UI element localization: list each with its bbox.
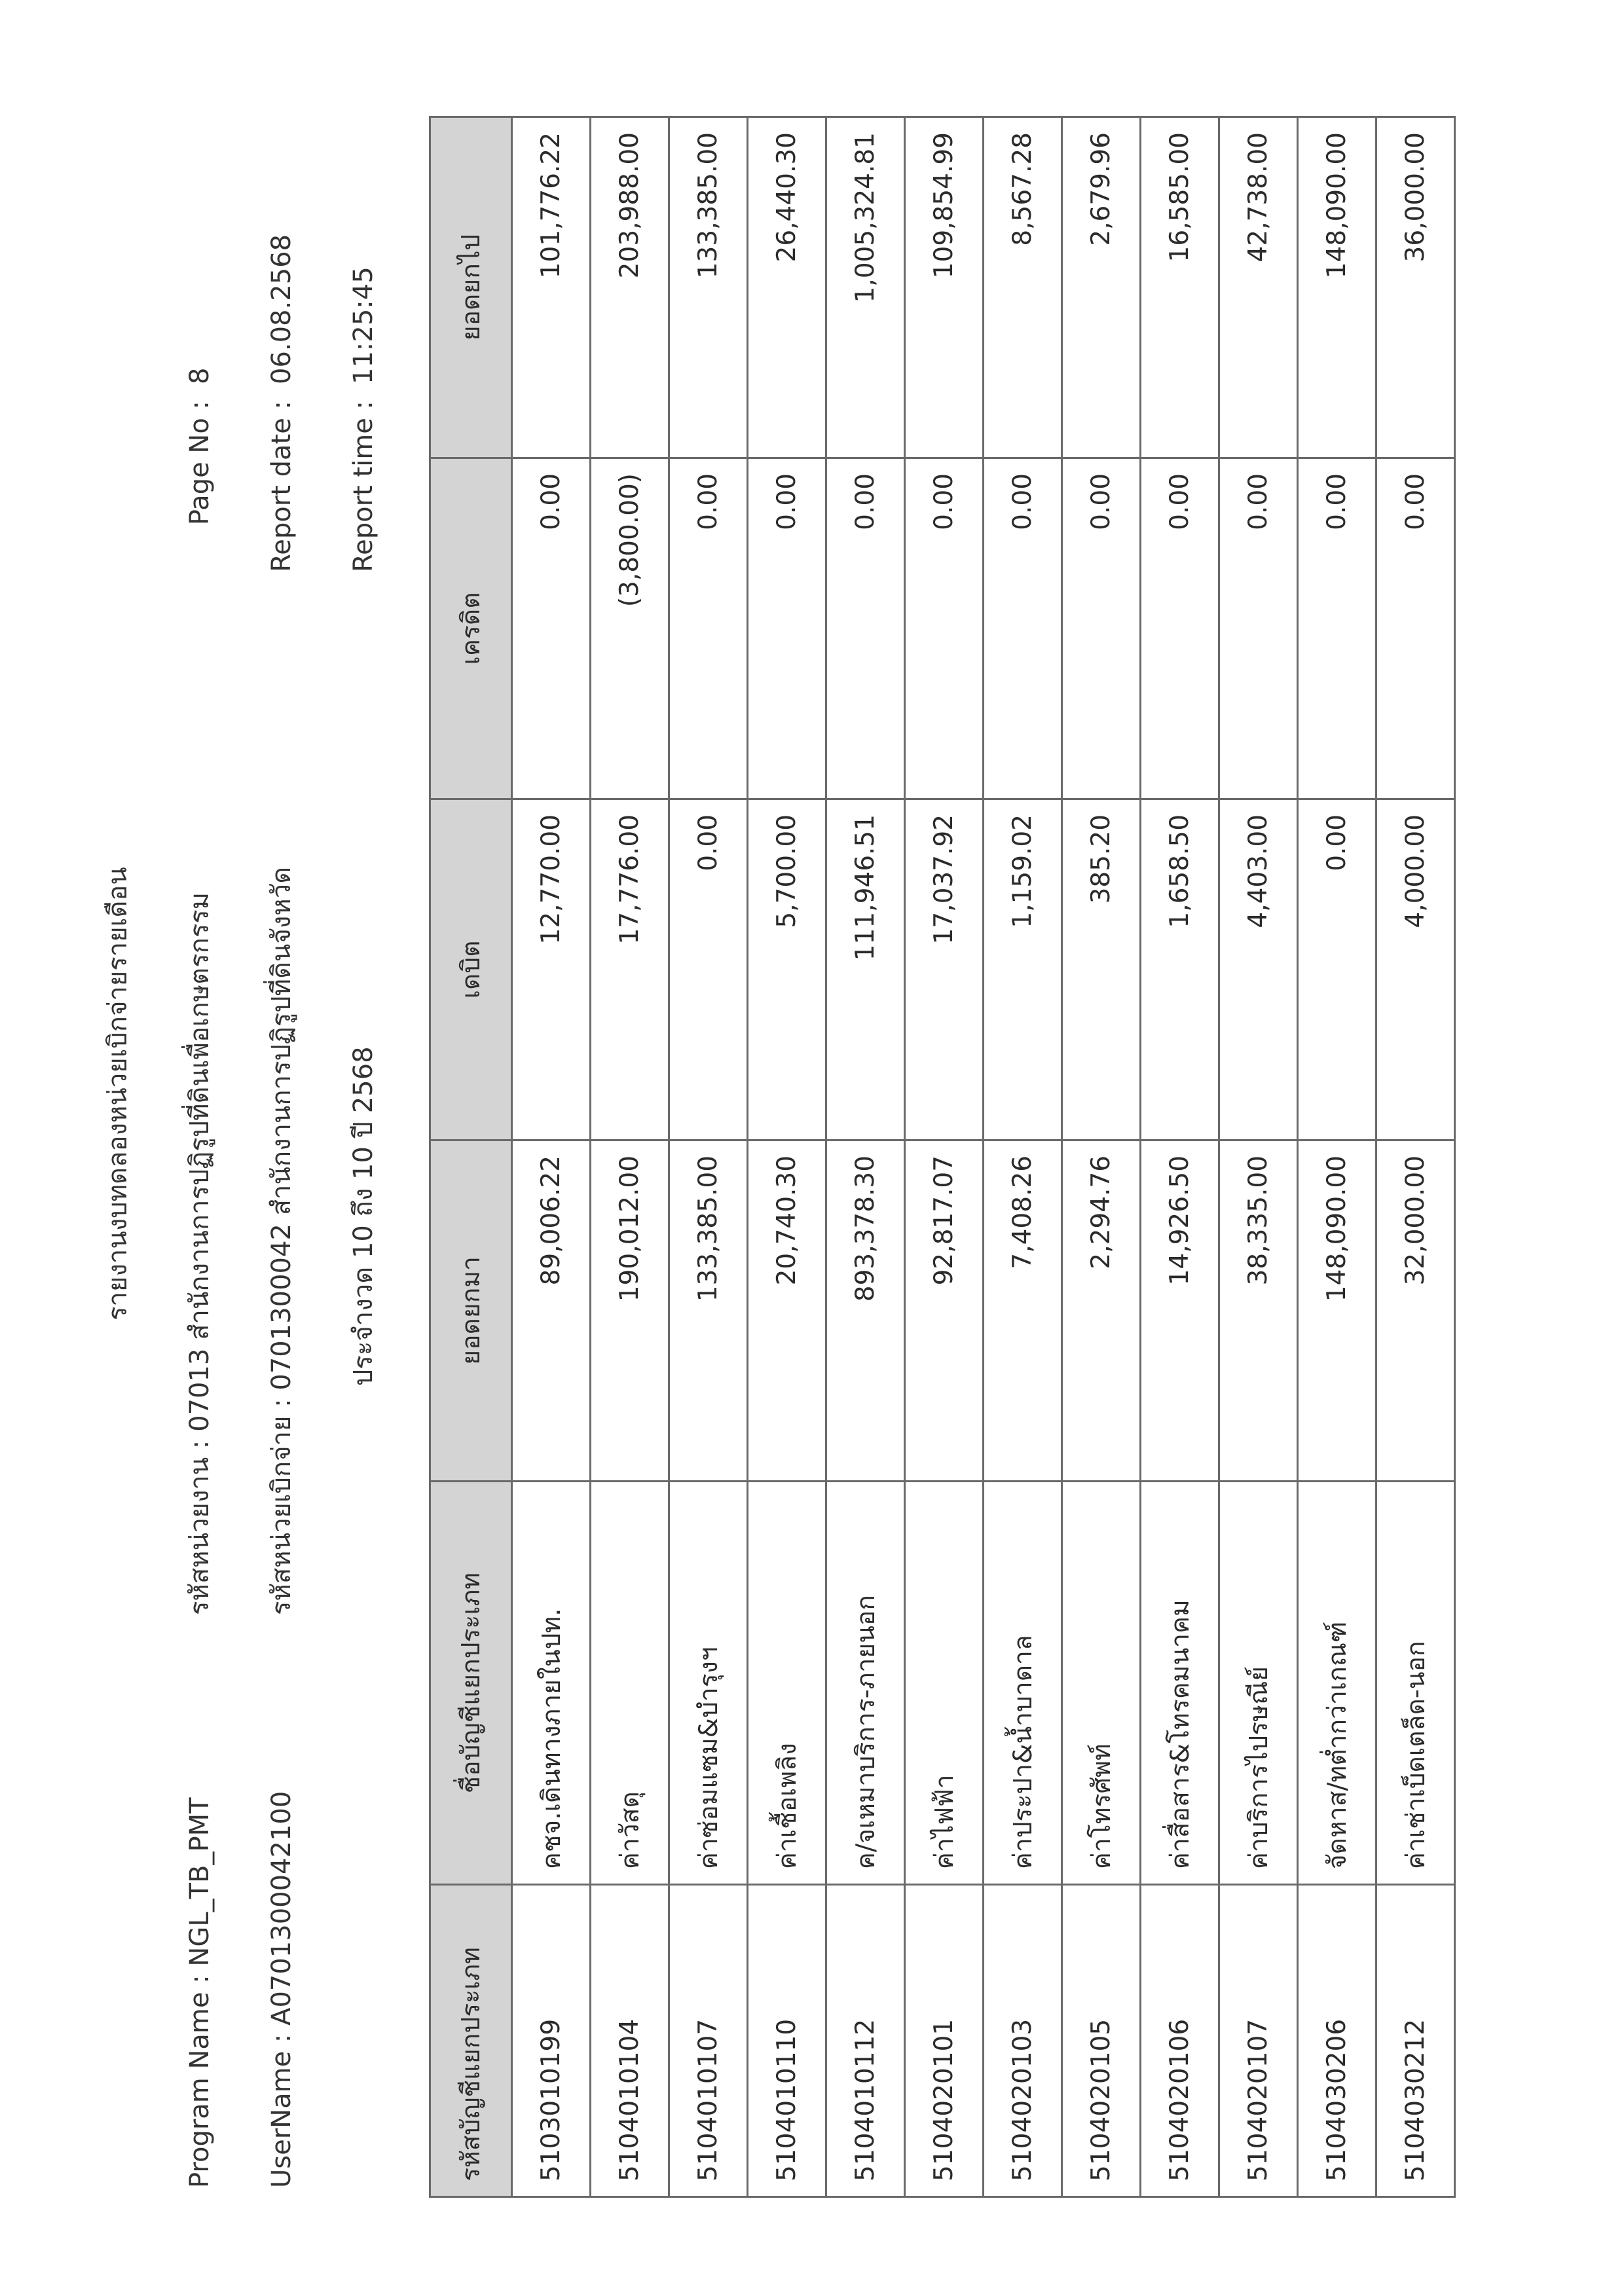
- account-name-cell: ค่าโทรศัพท์: [1062, 1481, 1141, 1884]
- carried-forward-cell: 16,585.00: [1141, 117, 1219, 458]
- debit-cell: 5,700.00: [748, 799, 826, 1140]
- account-name-cell: ค/จเหมาบริการ-ภายนอก: [826, 1481, 905, 1884]
- carried-forward-cell: 26,440.30: [748, 117, 826, 458]
- debit-cell: 385.20: [1062, 799, 1141, 1140]
- brought-forward-cell: 190,012.00: [591, 1140, 669, 1481]
- trial-balance-table: [429, 116, 1456, 2198]
- account-code-cell: 5104010107: [669, 1885, 748, 2197]
- table-row: [748, 117, 826, 2197]
- debit-cell: 4,403.00: [1219, 799, 1298, 1140]
- account-name-cell: ค่าไฟฟ้า: [905, 1481, 984, 1884]
- table-row: [1376, 117, 1455, 2197]
- debit-cell: 111,946.51: [826, 799, 905, 1140]
- credit-cell: 0.00: [669, 458, 748, 799]
- carried-forward-cell: 2,679.96: [1062, 117, 1141, 458]
- column-header-carried-forward: ยอดยกไป: [430, 117, 512, 458]
- account-code-cell: 5104010110: [748, 1885, 826, 2197]
- column-header-credit: เครดิต: [430, 458, 512, 799]
- credit-cell: 0.00: [984, 458, 1062, 799]
- account-name-cell: ค่าสื่อสาร&โทรคมนาคม: [1141, 1481, 1219, 1884]
- account-code-cell: 5104020103: [984, 1885, 1062, 2197]
- carried-forward-cell: 101,776.22: [512, 117, 591, 458]
- table-row: [984, 117, 1062, 2197]
- user-name: UserName : A0701300042100: [267, 1791, 297, 2188]
- page-no-label: Page No :: [185, 401, 215, 526]
- account-code-cell: 5104030206: [1298, 1885, 1376, 2197]
- brought-forward-cell: 14,926.50: [1141, 1140, 1219, 1481]
- column-header-account-name: ชื่อบัญชีแยกประเภท: [430, 1481, 512, 1884]
- credit-cell: 0.00: [1376, 458, 1455, 799]
- table-header-row: [430, 117, 512, 2197]
- brought-forward-cell: 32,000.00: [1376, 1140, 1455, 1481]
- debit-cell: 0.00: [1298, 799, 1376, 1140]
- account-code-cell: 5104030212: [1376, 1885, 1455, 2197]
- account-code-cell: 5104020101: [905, 1885, 984, 2197]
- account-name-cell: ค่าเชื้อเพลิง: [748, 1481, 826, 1884]
- debit-cell: 17,037.92: [905, 799, 984, 1140]
- table-row: [1298, 117, 1376, 2197]
- credit-cell: 0.00: [512, 458, 591, 799]
- table-row: [1219, 117, 1298, 2197]
- table-row: [905, 117, 984, 2197]
- credit-cell: 0.00: [1141, 458, 1219, 799]
- debit-cell: 1,159.02: [984, 799, 1062, 1140]
- credit-cell: (3,800.00): [591, 458, 669, 799]
- account-name-cell: ค่าซ่อมแซม&บำรุงฯ: [669, 1481, 748, 1884]
- account-name-cell: ค่าวัสดุ: [591, 1481, 669, 1884]
- carried-forward-cell: 36,000.00: [1376, 117, 1455, 458]
- account-code-cell: 5104020107: [1219, 1885, 1298, 2197]
- column-header-account-code: รหัสบัญชีแยกประเภท: [430, 1885, 512, 2197]
- account-name-cell: ค่าเช่าเบ็ดเตล็ด-นอก: [1376, 1481, 1455, 1884]
- report-time-label: Report time :: [348, 401, 378, 572]
- table-body: [512, 117, 1455, 2197]
- table-row: [591, 117, 669, 2197]
- brought-forward-cell: 2,294.76: [1062, 1140, 1141, 1481]
- account-name-cell: ค่าประปา&น้ำบาดาล: [984, 1481, 1062, 1884]
- table-row: [826, 117, 905, 2197]
- carried-forward-cell: 203,988.00: [591, 117, 669, 458]
- brought-forward-cell: 893,378.30: [826, 1140, 905, 1481]
- account-code-cell: 5104010112: [826, 1885, 905, 2197]
- account-name-cell: คชจ.เดินทางภายในปท.: [512, 1481, 591, 1884]
- brought-forward-cell: 7,408.26: [984, 1140, 1062, 1481]
- account-code-cell: 5104010104: [591, 1885, 669, 2197]
- agency-code: รหัสหน่วยงาน : 07013 สำนักงานการปฏิรูปที่ดินเพื่อเกษตรกรรม: [185, 892, 215, 1615]
- debit-cell: 4,000.00: [1376, 799, 1455, 1140]
- table-row: [1141, 117, 1219, 2197]
- carried-forward-cell: 42,738.00: [1219, 117, 1298, 458]
- credit-cell: 0.00: [826, 458, 905, 799]
- report-date-label: Report date :: [267, 401, 297, 572]
- table-row: [669, 117, 748, 2197]
- credit-cell: 0.00: [905, 458, 984, 799]
- table-row: [512, 117, 591, 2197]
- report-title: รายงานงบทดลองหน่วยเบิกจ่ายรายเดือน: [103, 867, 133, 1321]
- debit-cell: 1,658.50: [1141, 799, 1219, 1140]
- brought-forward-cell: 148,090.00: [1298, 1140, 1376, 1481]
- carried-forward-cell: 109,854.99: [905, 117, 984, 458]
- account-name-cell: จัดหาส/ทต่ำกว่าเกณฑ์: [1298, 1481, 1376, 1884]
- column-header-debit: เดบิต: [430, 799, 512, 1140]
- disbursing-unit: รหัสหน่วยเบิกจ่าย : 0701300042 สำนักงานการปฏิรูปที่ดินจังหวัด: [267, 866, 297, 1615]
- table-row: [1062, 117, 1141, 2197]
- brought-forward-cell: 133,385.00: [669, 1140, 748, 1481]
- carried-forward-cell: 1,005,324.81: [826, 117, 905, 458]
- brought-forward-cell: 20,740.30: [748, 1140, 826, 1481]
- credit-cell: 0.00: [1219, 458, 1298, 799]
- account-code-cell: 5103010199: [512, 1885, 591, 2197]
- carried-forward-cell: 8,567.28: [984, 117, 1062, 458]
- account-name-cell: ค่าบริการไปรษณีย์: [1219, 1481, 1298, 1884]
- carried-forward-cell: 148,090.00: [1298, 117, 1376, 458]
- brought-forward-cell: 92,817.07: [905, 1140, 984, 1481]
- report-time-value: 11:25:45: [348, 266, 378, 384]
- brought-forward-cell: 89,006.22: [512, 1140, 591, 1481]
- page-no-value: 8: [185, 367, 215, 384]
- column-header-brought-forward: ยอดยกมา: [430, 1140, 512, 1481]
- credit-cell: 0.00: [1298, 458, 1376, 799]
- debit-cell: 17,776.00: [591, 799, 669, 1140]
- debit-cell: 12,770.00: [512, 799, 591, 1140]
- debit-cell: 0.00: [669, 799, 748, 1140]
- account-code-cell: 5104020106: [1141, 1885, 1219, 2197]
- account-code-cell: 5104020105: [1062, 1885, 1141, 2197]
- program-name: Program Name : NGL_TB_PMT: [185, 1797, 215, 2188]
- credit-cell: 0.00: [1062, 458, 1141, 799]
- credit-cell: 0.00: [748, 458, 826, 799]
- carried-forward-cell: 133,385.00: [669, 117, 748, 458]
- brought-forward-cell: 38,335.00: [1219, 1140, 1298, 1481]
- report-period: ประจำงวด 10 ถึง 10 ปี 2568: [348, 1046, 378, 1386]
- report-date-value: 06.08.2568: [267, 234, 297, 384]
